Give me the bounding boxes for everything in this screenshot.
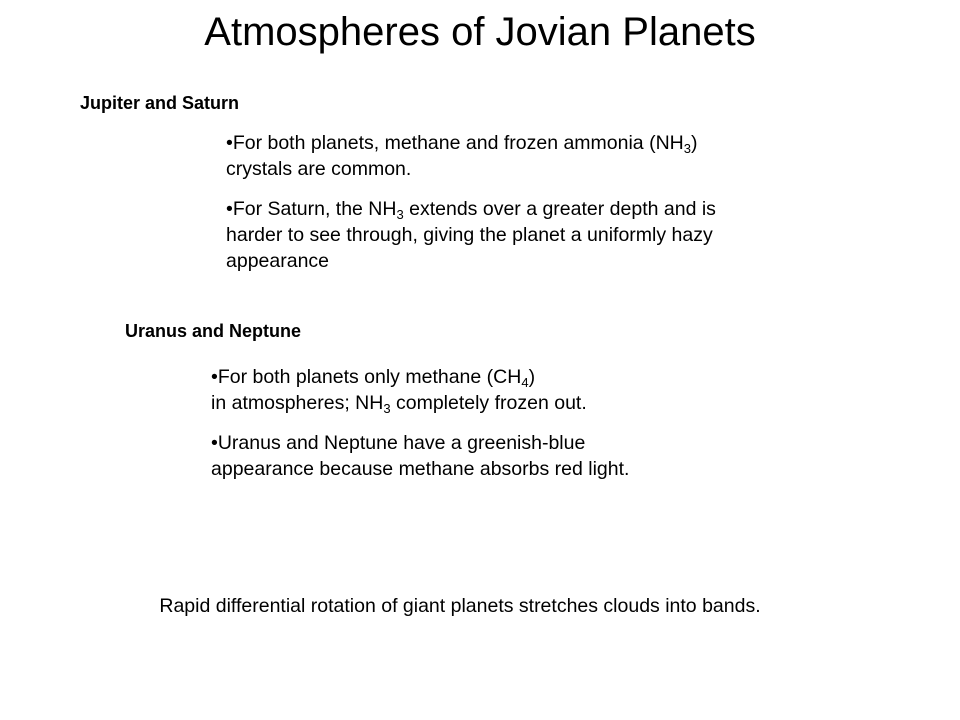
bullet-text: For both planets, methane and frozen ammonia (NH bbox=[232, 132, 684, 154]
subscript: 3 bbox=[396, 207, 404, 222]
bullet-mark: • bbox=[226, 198, 233, 220]
bullet-text: For Saturn, the NH bbox=[232, 198, 397, 220]
bullet-text: completely frozen out. bbox=[390, 392, 587, 414]
slide-title: Atmospheres of Jovian Planets bbox=[204, 10, 756, 54]
section-heading-jupiter-saturn: Jupiter and Saturn bbox=[80, 93, 240, 113]
bullet-item bbox=[226, 130, 866, 182]
section-heading-uranus-neptune: Uranus and Neptune bbox=[125, 321, 302, 341]
bullet-text: appearance bbox=[226, 250, 330, 272]
bullet-mark: • bbox=[226, 132, 233, 154]
bullet-item bbox=[211, 364, 871, 416]
bullet-text: For both planets only methane (CH bbox=[217, 366, 522, 388]
bullet-text: in atmospheres; NH bbox=[211, 392, 384, 414]
subscript: 3 bbox=[383, 401, 391, 416]
bullet-item bbox=[226, 196, 866, 274]
bullet-mark: • bbox=[211, 432, 218, 454]
bullet-text: extends over a greater depth and is bbox=[403, 198, 716, 220]
bullet-list-uranus-neptune bbox=[211, 364, 871, 496]
bullet-text: crystals are common. bbox=[226, 158, 412, 180]
bullet-item bbox=[211, 430, 871, 482]
bullet-text: Uranus and Neptune have a greenish-blue bbox=[217, 432, 586, 454]
bullet-mark: • bbox=[211, 366, 218, 388]
subscript: 3 bbox=[683, 141, 691, 156]
bullet-text: appearance because methane absorbs red light. bbox=[211, 458, 630, 480]
bullet-text: ) bbox=[690, 132, 698, 154]
bullet-text: harder to see through, giving the planet a uniformly hazy bbox=[226, 224, 713, 246]
bullet-list-jupiter-saturn bbox=[226, 130, 866, 288]
subscript: 4 bbox=[521, 375, 529, 390]
bullet-text: ) bbox=[528, 366, 536, 388]
footer-note: Rapid differential rotation of giant planets stretches clouds into bands. bbox=[159, 595, 761, 617]
